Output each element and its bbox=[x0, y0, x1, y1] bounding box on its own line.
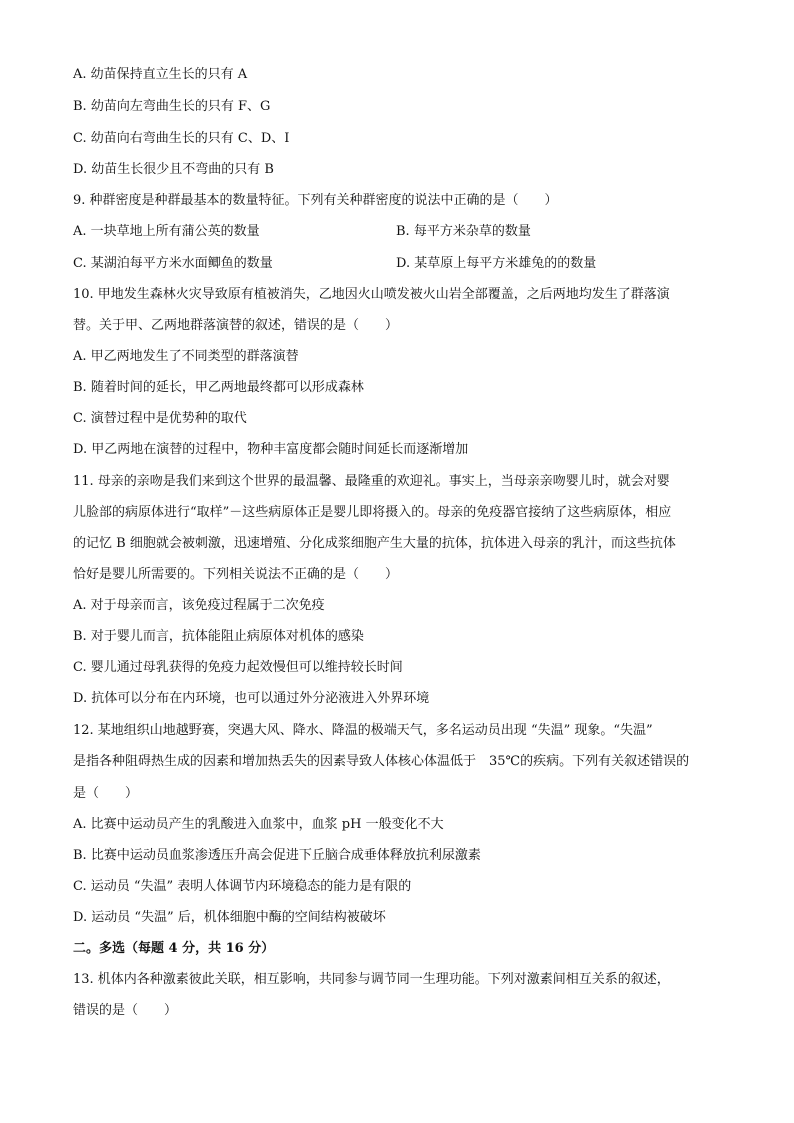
section-heading: 二。多选（每题 4 分，共 16 分） bbox=[73, 941, 275, 956]
q11-stem-line-2: 儿脸部的病原体进行“取样”－这些病原体正是婴儿即将摄入的。母亲的免疫器官接纳了这些病原体，相应 bbox=[73, 505, 672, 520]
q10-option-c: C. 演替过程中是优势种的取代 bbox=[73, 411, 247, 426]
q11-stem-line-3: 的记忆 B 细胞就会被刺激，迅速增殖、分化成浆细胞产生大量的抗体，抗体进入母亲的乳汁，而这些抗体 bbox=[73, 536, 676, 551]
q12-option-d: D. 运动员 “失温” 后，机体细胞中酶的空间结构被破坏 bbox=[73, 910, 386, 925]
q11-option-d: D. 抗体可以分布在内环境，也可以通过外分泌液进入外界环境 bbox=[73, 691, 430, 706]
q10-option-b: B. 随着时间的延长，甲乙两地最终都可以形成森林 bbox=[73, 380, 364, 395]
q13-stem-line-1: 13. 机体内各种激素彼此关联，相互影响，共同参与调节同一生理功能。下列对激素间相互关系的叙述， bbox=[73, 972, 670, 987]
q8-option-b: B. 幼苗向左弯曲生长的只有 F、G bbox=[73, 99, 271, 114]
q11-option-c: C. 婴儿通过母乳获得的免疫力起效慢但可以维持较长时间 bbox=[73, 660, 403, 675]
q10-option-a: A. 甲乙两地发生了不同类型的群落演替 bbox=[73, 349, 299, 364]
q11-option-a: A. 对于母亲而言，该免疫过程属于二次免疫 bbox=[73, 598, 325, 613]
q13-stem-line-2: 错误的是（ ） bbox=[73, 1003, 178, 1018]
q12-stem-line-2: 是指各种阻碍热生成的因素和增加热丢失的因素导致人体核心体温低于 35℃的疾病。下列有关叙述错误的 bbox=[73, 754, 690, 769]
q10-stem-line-2: 替。关于甲、乙两地群落演替的叙述，错误的是（ ） bbox=[73, 318, 399, 333]
q8-option-d: D. 幼苗生长很少且不弯曲的只有 B bbox=[73, 162, 274, 177]
q9-stem: 9. 种群密度是种群最基本的数量特征。下列有关种群密度的说法中正确的是（ ） bbox=[73, 193, 558, 208]
q12-option-a: A. 比赛中运动员产生的乳酸进入血浆中，血浆 pH 一般变化不大 bbox=[73, 817, 444, 832]
q11-stem-line-4: 恰好是婴儿所需要的。下列相关说法不正确的是（ ） bbox=[73, 567, 399, 582]
q12-option-b: B. 比赛中运动员血浆渗透压升高会促进下丘脑合成垂体释放抗利尿激素 bbox=[73, 848, 481, 863]
q10-stem-line-1: 10. 甲地发生森林火灾导致原有植被消失，乙地因火山喷发被火山岩全部覆盖，之后两地均发生了群落演 bbox=[73, 287, 670, 302]
q11-option-b: B. 对于婴儿而言，抗体能阻止病原体对机体的感染 bbox=[73, 629, 364, 644]
q12-stem-line-1: 12. 某地组织山地越野赛，突遇大风、降水、降温的极端天气，多名运动员出现 “失温” 现象。“失温” bbox=[73, 723, 653, 738]
q9-option-c: C. 某湖泊每平方米水面鲫鱼的数量 bbox=[73, 256, 273, 271]
q12-stem-line-3: 是（ ） bbox=[73, 786, 139, 801]
q8-option-a: A. 幼苗保持直立生长的只有 A bbox=[73, 67, 248, 82]
q12-option-c: C. 运动员 “失温” 表明人体调节内环境稳态的能力是有限的 bbox=[73, 879, 412, 894]
q10-option-d: D. 甲乙两地在演替的过程中，物种丰富度都会随时间延长而逐渐增加 bbox=[73, 442, 469, 457]
q9-option-a: A. 一块草地上所有蒲公英的数量 bbox=[73, 224, 260, 239]
q11-stem-line-1: 11. 母亲的亲吻是我们来到这个世界的最温馨、最隆重的欢迎礼。事实上，当母亲亲吻婴儿时，就会对婴 bbox=[73, 474, 670, 489]
q8-option-c: C. 幼苗向右弯曲生长的只有 C、D、I bbox=[73, 131, 290, 146]
q9-option-d: D. 某草原上每平方米雄兔的的数量 bbox=[396, 256, 597, 271]
q9-option-b: B. 每平方米杂草的数量 bbox=[396, 224, 531, 239]
